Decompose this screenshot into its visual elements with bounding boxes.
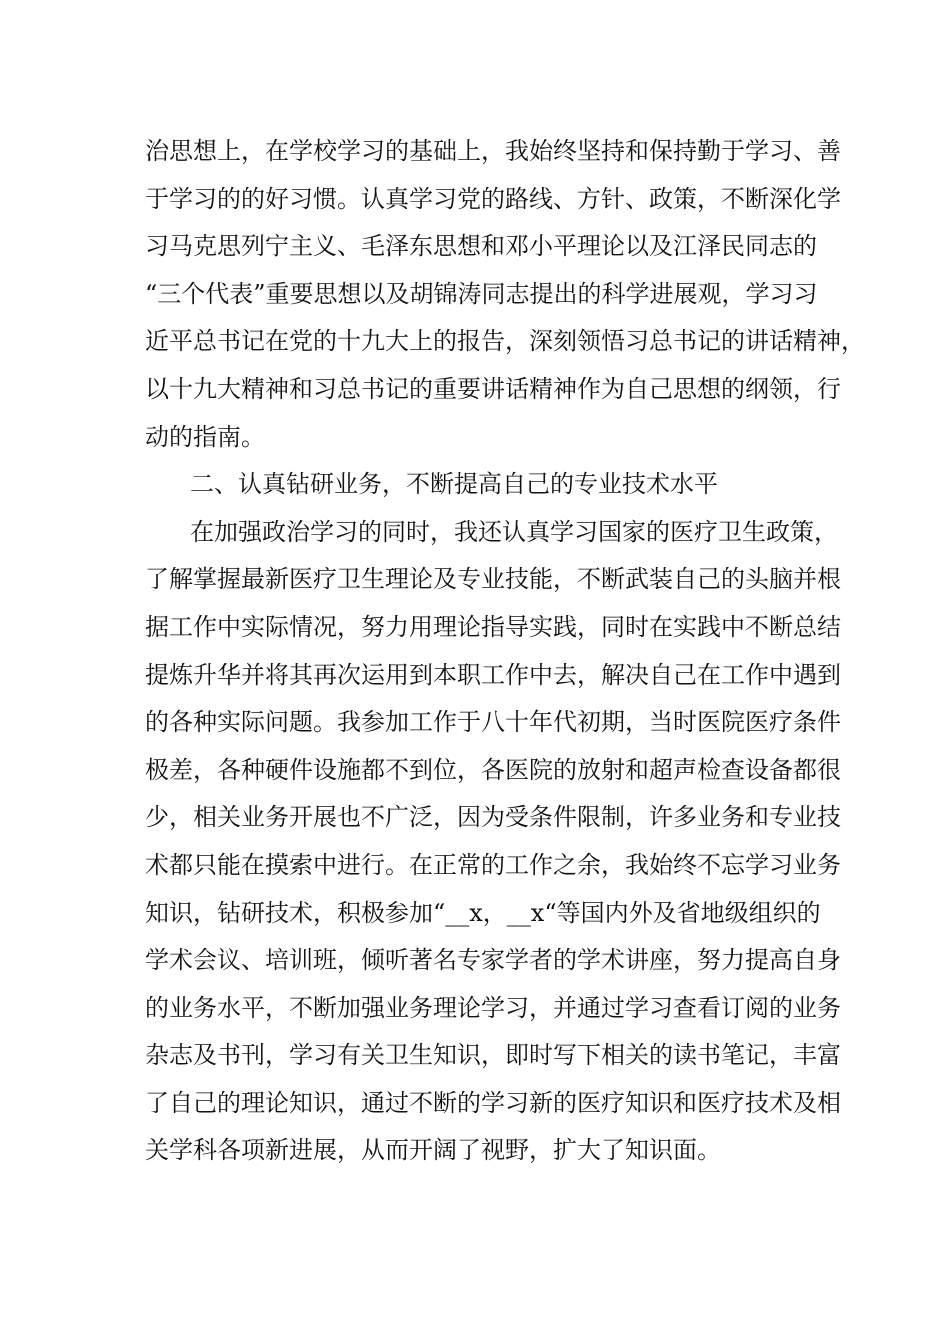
text-line: “三个代表”重要思想以及胡锦涛同志提出的科学进展观，学习习	[145, 279, 818, 308]
section-heading: 二、认真钻研业务，不断提高自己的专业技术水平	[190, 470, 718, 499]
text-line: 少，相关业务开展也不广泛，因为受条件限制，许多业务和专业技	[145, 803, 841, 832]
text-line: 治思想上，在学校学习的基础上，我始终坚持和保持勤于学习、善	[145, 137, 841, 165]
text-line: 术都只能在摸索中进行。在正常的工作之余，我始终不忘学习业务	[145, 850, 841, 879]
text-line: 于学习的的好习惯。认真学习党的路线、方针、政策，不断深化学	[145, 184, 841, 213]
text-line: 了自己的理论知识，通过不断的学习新的医疗知识和医疗技术及相	[145, 1088, 841, 1117]
text-line: 习马克思列宁主义、毛泽东思想和邓小平理论以及江泽民同志的	[145, 232, 817, 261]
text-line: 杂志及书刊，学习有关卫生知识，即时写下相关的读书笔记，丰富	[145, 1041, 841, 1070]
text-line: 近平总书记在党的十九大上的报告，深刻领悟习总书记的讲话精神，	[145, 327, 865, 356]
text-line: 的各种实际问题。我参加工作于八十年代初期，当时医院医疗条件	[145, 708, 841, 737]
text-line: 据工作中实际情况，努力用理论指导实践，同时在实践中不断总结	[145, 612, 841, 641]
text-line: 了解掌握最新医疗卫生理论及专业技能，不断武装自己的头脑并根	[145, 565, 841, 594]
text-line: 以十九大精神和习总书记的重要讲话精神作为自己思想的纲领，行	[145, 374, 841, 403]
text-line: 学术会议、培训班，倾听著名专家学者的学术讲座，努力提高自身	[145, 946, 841, 975]
text-line: 提炼升华并将其再次运用到本职工作中去，解决自己在工作中遇到	[145, 660, 841, 689]
text-line: 知识，钻研技术，积极参加“__x，__x“等国内外及省地级组织的	[145, 898, 821, 927]
document-body	[145, 128, 865, 1175]
text-line: 在加强政治学习的同时，我还认真学习国家的医疗卫生政策，	[190, 517, 838, 546]
text-line: 动的指南。	[145, 422, 265, 451]
text-line: 的业务水平，不断加强业务理论学习，并通过学习查看订阅的业务	[145, 993, 841, 1022]
text-line: 极差，各种硬件设施都不到位，各医院的放射和超声检查设备都很	[145, 755, 841, 784]
text-line: 关学科各项新进展，从而开阔了视野，扩大了知识面。	[145, 1136, 721, 1165]
